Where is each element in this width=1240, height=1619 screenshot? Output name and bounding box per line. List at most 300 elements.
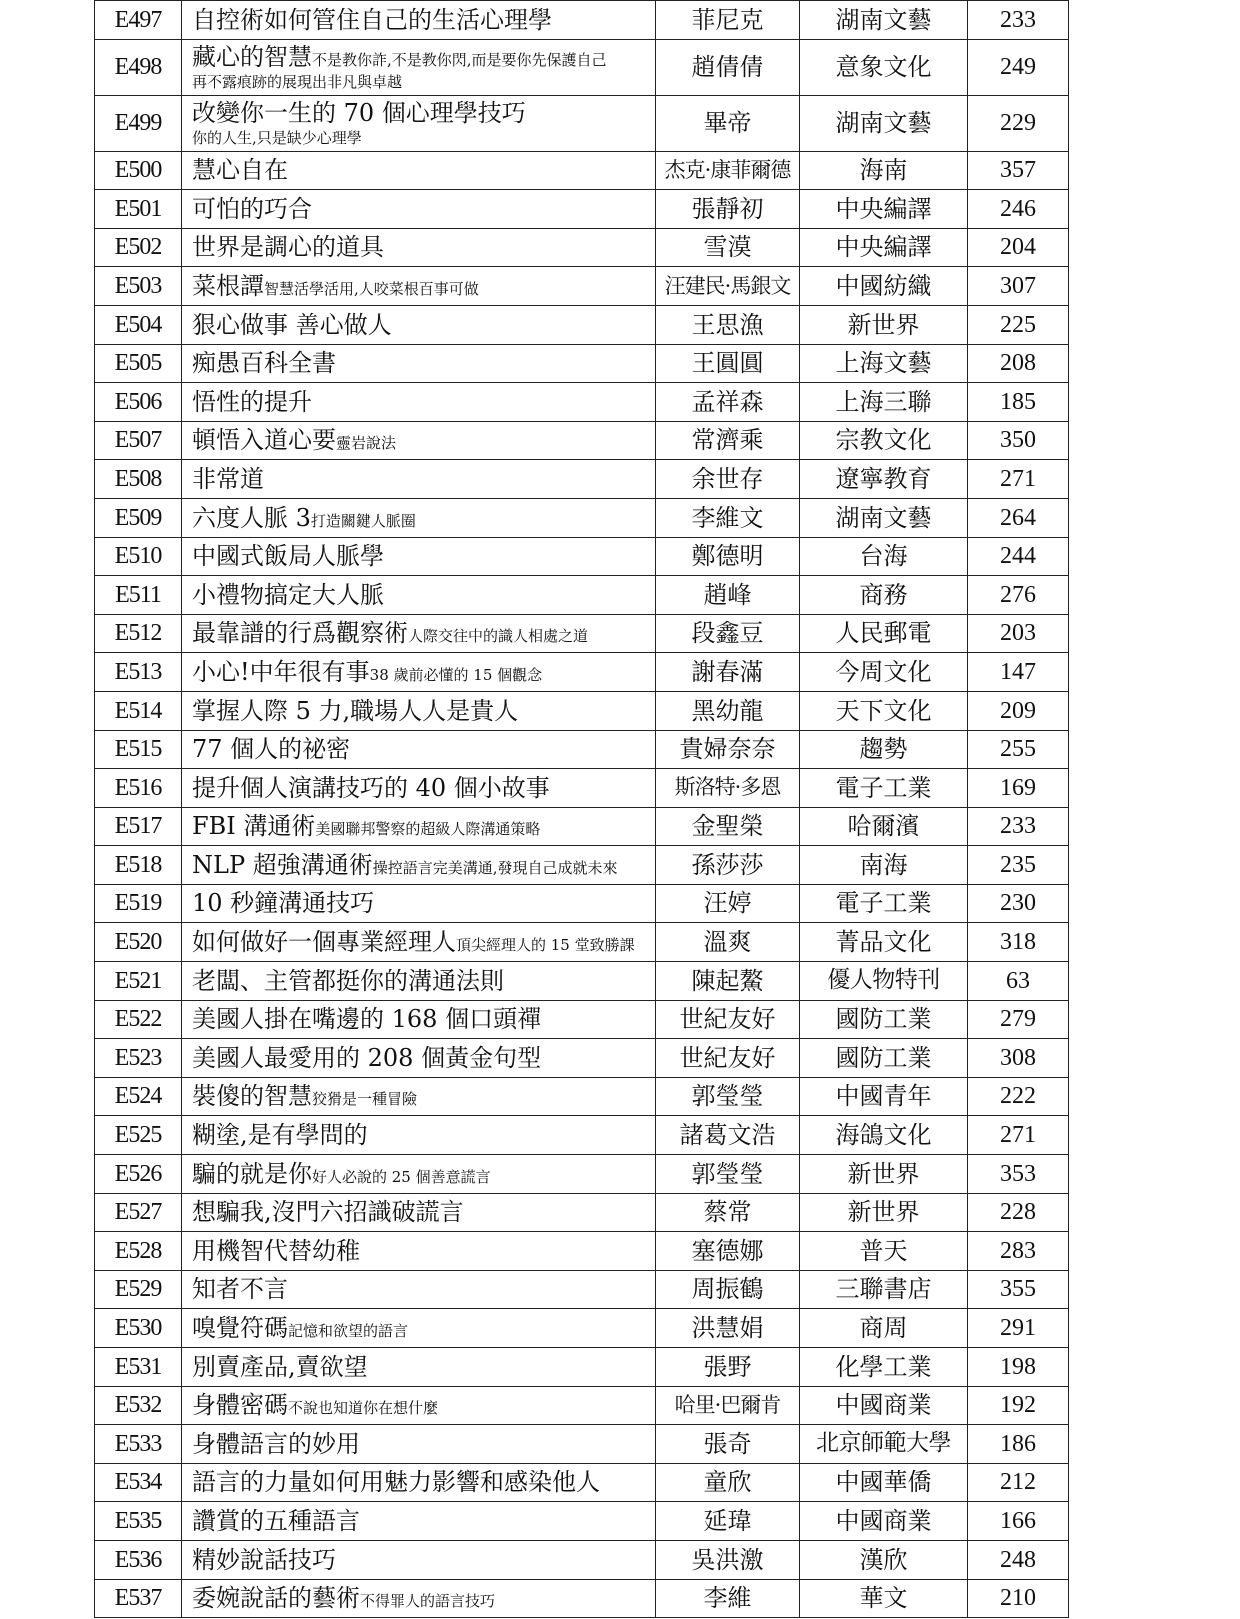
book-author-cell: 畢帝 xyxy=(656,95,800,151)
book-publisher-cell: 湖南文藝 xyxy=(800,1,968,40)
book-author-cell: 郭瑩瑩 xyxy=(656,1155,800,1194)
book-subtitle: 好人必說的 25 個善意謊言 xyxy=(312,1167,491,1186)
book-pages-cell: 271 xyxy=(968,1116,1069,1155)
book-title: 糊塗,是有學問的 xyxy=(192,1121,368,1150)
book-pages-cell: 279 xyxy=(968,1000,1069,1039)
book-pages-cell: 198 xyxy=(968,1348,1069,1387)
book-title: 小心!中年很有事 xyxy=(192,657,370,686)
book-title-cell xyxy=(182,537,656,576)
book-pages-cell: 185 xyxy=(968,383,1069,422)
book-publisher-cell: 三聯書店 xyxy=(800,1270,968,1309)
book-title: 別賣產品,賣欲望 xyxy=(192,1352,368,1381)
book-title-cell xyxy=(182,923,656,962)
book-title: 如何做好一個專業經理人 xyxy=(192,928,456,957)
book-code-cell: E528 xyxy=(95,1232,182,1271)
table-row xyxy=(95,1039,1069,1078)
book-publisher-cell: 普天 xyxy=(800,1232,968,1271)
book-publisher-cell: 意象文化 xyxy=(800,39,968,95)
book-title-cell xyxy=(182,1077,656,1116)
table-row xyxy=(95,730,1069,769)
book-title-cell xyxy=(182,1270,656,1309)
book-title: 可怕的巧合 xyxy=(192,194,312,223)
book-title: 語言的力量如何用魅力影響和感染他人 xyxy=(192,1468,600,1497)
book-code-cell: E527 xyxy=(95,1193,182,1232)
book-code-cell: E522 xyxy=(95,1000,182,1039)
book-author-cell: 段鑫豆 xyxy=(656,614,800,653)
book-title-cell xyxy=(182,1116,656,1155)
table-row xyxy=(95,614,1069,653)
book-subtitle-line2: 你的人生,只是缺少心理學 xyxy=(192,129,362,148)
book-publisher-cell: 湖南文藝 xyxy=(800,498,968,537)
book-code-cell: E503 xyxy=(95,267,182,306)
table-row xyxy=(95,151,1069,190)
table-row xyxy=(95,190,1069,229)
book-publisher-cell: 天下文化 xyxy=(800,691,968,730)
book-title: 菜根譚 xyxy=(192,271,264,300)
book-author-cell: 延瑋 xyxy=(656,1502,800,1541)
book-pages-cell: 209 xyxy=(968,691,1069,730)
book-publisher-cell: 哈爾濱 xyxy=(800,807,968,846)
book-author-cell: 吳洪激 xyxy=(656,1540,800,1579)
table-row xyxy=(95,344,1069,383)
book-code-cell: E507 xyxy=(95,421,182,460)
book-title-cell xyxy=(182,190,656,229)
book-pages-cell: 208 xyxy=(968,344,1069,383)
book-author-cell: 趙倩倩 xyxy=(656,39,800,95)
book-code-cell: E513 xyxy=(95,653,182,692)
book-code-cell: E501 xyxy=(95,190,182,229)
book-title: 77 個人的祕密 xyxy=(192,735,351,764)
book-code-cell: E523 xyxy=(95,1039,182,1078)
book-code-cell: E509 xyxy=(95,498,182,537)
book-code-cell: E508 xyxy=(95,460,182,499)
table-row xyxy=(95,537,1069,576)
book-title: 精妙說話技巧 xyxy=(192,1545,336,1574)
book-title-cell xyxy=(182,576,656,615)
book-code-cell: E510 xyxy=(95,537,182,576)
book-author-cell: 孟祥森 xyxy=(656,383,800,422)
table-row xyxy=(95,228,1069,267)
book-subtitle: 38 歲前必懂的 15 個觀念 xyxy=(369,665,543,684)
book-pages-cell: 246 xyxy=(968,190,1069,229)
book-title-cell xyxy=(182,498,656,537)
book-publisher-cell: 中國青年 xyxy=(800,1077,968,1116)
book-title: 10 秒鐘溝通技巧 xyxy=(192,889,375,918)
book-pages-cell: 228 xyxy=(968,1193,1069,1232)
book-title: 痴愚百科全書 xyxy=(192,349,336,378)
book-subtitle: 操控語言完美溝通,發現自己成就未來 xyxy=(372,858,618,877)
book-title: 裝傻的智慧 xyxy=(192,1082,312,1111)
book-pages-cell: 308 xyxy=(968,1039,1069,1078)
book-title: 頓悟入道心要 xyxy=(192,426,336,455)
book-author-cell: 郭瑩瑩 xyxy=(656,1077,800,1116)
book-subtitle-line2: 再不露痕跡的展現出非凡與卓越 xyxy=(192,73,403,92)
book-code-cell: E516 xyxy=(95,769,182,808)
book-subtitle: 記憶和欲望的語言 xyxy=(288,1322,409,1340)
book-pages-cell: 318 xyxy=(968,923,1069,962)
book-pages-cell: 225 xyxy=(968,305,1069,344)
book-author-cell: 鄭德明 xyxy=(656,537,800,576)
book-author-cell: 金聖榮 xyxy=(656,807,800,846)
book-code-cell: E534 xyxy=(95,1463,182,1502)
book-author-cell: 蔡常 xyxy=(656,1193,800,1232)
book-author-cell: 斯洛特·多恩 xyxy=(656,769,800,808)
table-row xyxy=(95,691,1069,730)
book-code-cell: E529 xyxy=(95,1270,182,1309)
table-row xyxy=(95,769,1069,808)
table-row xyxy=(95,1463,1069,1502)
book-pages-cell: 355 xyxy=(968,1270,1069,1309)
book-title-cell xyxy=(182,1579,656,1618)
book-title-cell xyxy=(182,730,656,769)
table-row xyxy=(95,1348,1069,1387)
table-row xyxy=(95,383,1069,422)
book-pages-cell: 186 xyxy=(968,1425,1069,1464)
book-title: 狠心做事 善心做人 xyxy=(192,310,392,339)
book-pages-cell: 264 xyxy=(968,498,1069,537)
table-row xyxy=(95,1000,1069,1039)
book-publisher-cell: 化學工業 xyxy=(800,1348,968,1387)
book-title: 提升個人演講技巧的 40 個小故事 xyxy=(192,773,550,802)
book-publisher-cell: 人民郵電 xyxy=(800,614,968,653)
book-title-cell xyxy=(182,1232,656,1271)
book-publisher-cell: 國防工業 xyxy=(800,1000,968,1039)
book-title: 知者不言 xyxy=(192,1275,288,1304)
book-code-cell: E533 xyxy=(95,1425,182,1464)
book-title-cell xyxy=(182,95,656,151)
book-publisher-cell: 新世界 xyxy=(800,305,968,344)
book-author-cell: 貴婦奈奈 xyxy=(656,730,800,769)
book-title: 悟性的提升 xyxy=(192,387,312,416)
book-code-cell: E502 xyxy=(95,228,182,267)
book-code-cell: E512 xyxy=(95,614,182,653)
book-publisher-cell: 海鴿文化 xyxy=(800,1116,968,1155)
book-code-cell: E532 xyxy=(95,1386,182,1425)
book-subtitle: 不說也知道你在想什麼 xyxy=(288,1399,439,1418)
book-author-cell: 孫莎莎 xyxy=(656,846,800,885)
book-pages-cell: 276 xyxy=(968,576,1069,615)
table-row xyxy=(95,39,1069,95)
book-author-cell: 趙峰 xyxy=(656,576,800,615)
book-pages-cell: 283 xyxy=(968,1232,1069,1271)
book-title: NLP 超強溝通術 xyxy=(192,850,373,879)
book-author-cell: 王圓圓 xyxy=(656,344,800,383)
table-row xyxy=(95,1155,1069,1194)
book-pages-cell: 147 xyxy=(968,653,1069,692)
book-pages-cell: 271 xyxy=(968,460,1069,499)
book-title-cell xyxy=(182,460,656,499)
book-pages-cell: 255 xyxy=(968,730,1069,769)
book-pages-cell: 248 xyxy=(968,1540,1069,1579)
book-publisher-cell: 今周文化 xyxy=(800,653,968,692)
book-author-cell: 哈里·巴爾肯 xyxy=(656,1386,800,1425)
table-row xyxy=(95,846,1069,885)
book-author-cell: 諸葛文浩 xyxy=(656,1116,800,1155)
book-pages-cell: 350 xyxy=(968,421,1069,460)
book-title: 身體密碼 xyxy=(192,1391,288,1420)
book-publisher-cell: 遼寧教育 xyxy=(800,460,968,499)
book-publisher-cell: 新世界 xyxy=(800,1193,968,1232)
table-row xyxy=(95,653,1069,692)
book-code-cell: E531 xyxy=(95,1348,182,1387)
book-pages-cell: 192 xyxy=(968,1386,1069,1425)
book-subtitle: 狡猾是一種冒險 xyxy=(312,1090,418,1109)
book-title-cell xyxy=(182,884,656,923)
book-publisher-cell: 中國華僑 xyxy=(800,1463,968,1502)
book-pages-cell: 204 xyxy=(968,228,1069,267)
book-publisher-cell: 湖南文藝 xyxy=(800,95,968,151)
book-title: 委婉說話的藝術 xyxy=(192,1584,360,1613)
book-title-cell xyxy=(182,653,656,692)
book-title-cell xyxy=(182,1386,656,1425)
book-pages-cell: 353 xyxy=(968,1155,1069,1194)
book-pages-cell: 229 xyxy=(968,95,1069,151)
book-pages-cell: 244 xyxy=(968,537,1069,576)
book-subtitle: 智慧活學活用,人咬菜根百事可做 xyxy=(264,279,479,298)
book-title-cell xyxy=(182,1502,656,1541)
book-title-cell xyxy=(182,305,656,344)
book-pages-cell: 203 xyxy=(968,614,1069,653)
book-author-cell: 陳起鰲 xyxy=(656,962,800,1001)
book-code-cell: E497 xyxy=(95,1,182,40)
book-code-cell: E517 xyxy=(95,807,182,846)
book-title-cell xyxy=(182,151,656,190)
book-title-cell xyxy=(182,807,656,846)
book-pages-cell: 233 xyxy=(968,807,1069,846)
book-publisher-cell: 台海 xyxy=(800,537,968,576)
book-pages-cell: 222 xyxy=(968,1077,1069,1116)
book-author-cell: 菲尼克 xyxy=(656,1,800,40)
book-title: FBI 溝通術 xyxy=(192,812,316,841)
book-code-cell: E526 xyxy=(95,1155,182,1194)
book-title-cell xyxy=(182,344,656,383)
book-publisher-cell: 電子工業 xyxy=(800,884,968,923)
book-title-cell xyxy=(182,962,656,1001)
book-author-cell: 張奇 xyxy=(656,1425,800,1464)
table-row xyxy=(95,95,1069,151)
book-author-cell: 周振鶴 xyxy=(656,1270,800,1309)
book-code-cell: E515 xyxy=(95,730,182,769)
book-code-cell: E530 xyxy=(95,1309,182,1348)
book-title-cell xyxy=(182,846,656,885)
book-title-cell xyxy=(182,769,656,808)
book-author-cell: 李維 xyxy=(656,1579,800,1618)
table-row xyxy=(95,1386,1069,1425)
table-row xyxy=(95,884,1069,923)
book-title-cell xyxy=(182,1000,656,1039)
book-publisher-cell: 商周 xyxy=(800,1309,968,1348)
book-title: 自控術如何管住自己的生活心理學 xyxy=(192,5,552,34)
book-title-cell xyxy=(182,1348,656,1387)
book-title-cell xyxy=(182,1309,656,1348)
book-author-cell: 洪慧娟 xyxy=(656,1309,800,1348)
book-code-cell: E519 xyxy=(95,884,182,923)
book-publisher-cell: 海南 xyxy=(800,151,968,190)
book-code-cell: E521 xyxy=(95,962,182,1001)
table-row xyxy=(95,807,1069,846)
book-publisher-cell: 菁品文化 xyxy=(800,923,968,962)
book-title-cell xyxy=(182,421,656,460)
book-code-cell: E505 xyxy=(95,344,182,383)
book-title: 非常道 xyxy=(192,464,264,493)
book-subtitle: 人際交往中的識人相處之道 xyxy=(408,627,589,646)
book-subtitle: 頂尖經理人的 15 堂致勝課 xyxy=(456,936,635,955)
book-publisher-cell: 宗教文化 xyxy=(800,421,968,460)
book-author-cell: 余世存 xyxy=(656,460,800,499)
table-row xyxy=(95,1502,1069,1541)
book-pages-cell: 169 xyxy=(968,769,1069,808)
book-code-cell: E535 xyxy=(95,1502,182,1541)
book-title: 讚賞的五種語言 xyxy=(192,1506,360,1535)
book-title-cell xyxy=(182,39,656,95)
book-author-cell: 塞德娜 xyxy=(656,1232,800,1271)
book-publisher-cell: 中央編譯 xyxy=(800,228,968,267)
book-author-cell: 張靜初 xyxy=(656,190,800,229)
book-publisher-cell: 漢欣 xyxy=(800,1540,968,1579)
book-code-cell: E525 xyxy=(95,1116,182,1155)
book-author-cell: 謝春滿 xyxy=(656,653,800,692)
book-code-cell: E537 xyxy=(95,1579,182,1618)
table-row xyxy=(95,1425,1069,1464)
table-row xyxy=(95,576,1069,615)
book-subtitle: 不得罪人的語言技巧 xyxy=(360,1592,496,1611)
book-author-cell: 童欣 xyxy=(656,1463,800,1502)
book-title: 最靠譜的行爲觀察術 xyxy=(192,619,408,648)
table-row xyxy=(95,1309,1069,1348)
book-author-cell: 李維文 xyxy=(656,498,800,537)
book-code-cell: E514 xyxy=(95,691,182,730)
book-title-cell xyxy=(182,1039,656,1078)
table-row xyxy=(95,1540,1069,1579)
book-subtitle: 不是教你詐,不是教你閃,而是要你先保護自己 xyxy=(312,50,607,69)
book-title-cell xyxy=(182,1193,656,1232)
book-author-cell: 黑幼龍 xyxy=(656,691,800,730)
book-title: 六度人脈 3 xyxy=(192,503,311,532)
book-subtitle: 打造關鍵人脈圈 xyxy=(310,511,416,530)
book-code-cell: E498 xyxy=(95,39,182,95)
book-title-cell xyxy=(182,228,656,267)
book-author-cell: 杰克·康菲爾德 xyxy=(656,151,800,190)
table-row xyxy=(95,498,1069,537)
table-row xyxy=(95,1077,1069,1116)
book-author-cell: 雪漠 xyxy=(656,228,800,267)
book-title: 美國人掛在嘴邊的 168 個口頭禪 xyxy=(192,1005,542,1034)
book-publisher-cell: 北京師範大學 xyxy=(800,1425,968,1464)
book-pages-cell: 230 xyxy=(968,884,1069,923)
book-author-cell: 王思漁 xyxy=(656,305,800,344)
book-code-cell: E520 xyxy=(95,923,182,962)
book-pages-cell: 63 xyxy=(968,962,1069,1001)
book-publisher-cell: 趨勢 xyxy=(800,730,968,769)
book-title: 藏心的智慧 xyxy=(192,42,312,71)
book-publisher-cell: 上海三聯 xyxy=(800,383,968,422)
table-row xyxy=(95,460,1069,499)
book-publisher-cell: 中國商業 xyxy=(800,1502,968,1541)
book-publisher-cell: 優人物特刊 xyxy=(800,962,968,1001)
book-title-cell xyxy=(182,614,656,653)
book-pages-cell: 166 xyxy=(968,1502,1069,1541)
book-author-cell: 張野 xyxy=(656,1348,800,1387)
book-pages-cell: 233 xyxy=(968,1,1069,40)
book-catalog-table xyxy=(94,0,1069,1618)
book-author-cell: 世紀友好 xyxy=(656,1000,800,1039)
table-row xyxy=(95,1270,1069,1309)
book-publisher-cell: 中國紡織 xyxy=(800,267,968,306)
book-title: 掌握人際 5 力,職場人人是貴人 xyxy=(192,696,519,725)
book-title-cell xyxy=(182,1155,656,1194)
table-row xyxy=(95,421,1069,460)
book-publisher-cell: 南海 xyxy=(800,846,968,885)
book-title: 世界是調心的道具 xyxy=(192,233,384,262)
table-row xyxy=(95,1,1069,40)
table-row xyxy=(95,923,1069,962)
catalog-body xyxy=(95,1,1069,1618)
book-title-cell xyxy=(182,1,656,40)
book-pages-cell: 291 xyxy=(968,1309,1069,1348)
book-publisher-cell: 新世界 xyxy=(800,1155,968,1194)
book-title-cell xyxy=(182,1425,656,1464)
book-author-cell: 汪建民·馬銀文 xyxy=(656,267,800,306)
book-subtitle: 美國聯邦警察的超級人際溝通策略 xyxy=(315,820,541,839)
book-code-cell: E504 xyxy=(95,305,182,344)
book-publisher-cell: 商務 xyxy=(800,576,968,615)
table-row xyxy=(95,305,1069,344)
book-code-cell: E511 xyxy=(95,576,182,615)
book-pages-cell: 212 xyxy=(968,1463,1069,1502)
book-author-cell: 溫爽 xyxy=(656,923,800,962)
book-title-cell xyxy=(182,267,656,306)
book-title: 用機智代替幼稚 xyxy=(192,1236,360,1265)
book-pages-cell: 307 xyxy=(968,267,1069,306)
table-row xyxy=(95,1579,1069,1618)
book-title: 騙的就是你 xyxy=(192,1159,312,1188)
book-publisher-cell: 華文 xyxy=(800,1579,968,1618)
book-code-cell: E500 xyxy=(95,151,182,190)
book-code-cell: E518 xyxy=(95,846,182,885)
table-row xyxy=(95,267,1069,306)
book-code-cell: E524 xyxy=(95,1077,182,1116)
book-publisher-cell: 國防工業 xyxy=(800,1039,968,1078)
book-title: 改變你一生的 70 個心理學技巧 xyxy=(192,98,526,127)
book-code-cell: E499 xyxy=(95,95,182,151)
book-pages-cell: 249 xyxy=(968,39,1069,95)
book-author-cell: 世紀友好 xyxy=(656,1039,800,1078)
table-row xyxy=(95,1116,1069,1155)
book-title: 中國式飯局人脈學 xyxy=(192,542,384,571)
book-code-cell: E506 xyxy=(95,383,182,422)
book-title-cell xyxy=(182,383,656,422)
table-row xyxy=(95,1193,1069,1232)
book-publisher-cell: 中央編譯 xyxy=(800,190,968,229)
book-pages-cell: 210 xyxy=(968,1579,1069,1618)
book-title-cell xyxy=(182,691,656,730)
book-title: 小禮物搞定大人脈 xyxy=(192,580,384,609)
book-subtitle: 靈岩說法 xyxy=(336,434,397,453)
table-row xyxy=(95,1232,1069,1271)
book-title: 慧心自在 xyxy=(192,156,288,185)
table-row xyxy=(95,962,1069,1001)
book-title: 老闆、主管都挺你的溝通法則 xyxy=(192,966,504,995)
book-title: 嗅覺符碼 xyxy=(192,1314,288,1342)
book-title-cell xyxy=(182,1540,656,1579)
book-title: 想騙我,沒門六招識破謊言 xyxy=(192,1198,464,1227)
book-title-cell xyxy=(182,1463,656,1502)
book-publisher-cell: 上海文藝 xyxy=(800,344,968,383)
book-title: 美國人最愛用的 208 個黃金句型 xyxy=(192,1043,542,1072)
book-author-cell: 常濟乘 xyxy=(656,421,800,460)
book-code-cell: E536 xyxy=(95,1540,182,1579)
book-pages-cell: 357 xyxy=(968,151,1069,190)
